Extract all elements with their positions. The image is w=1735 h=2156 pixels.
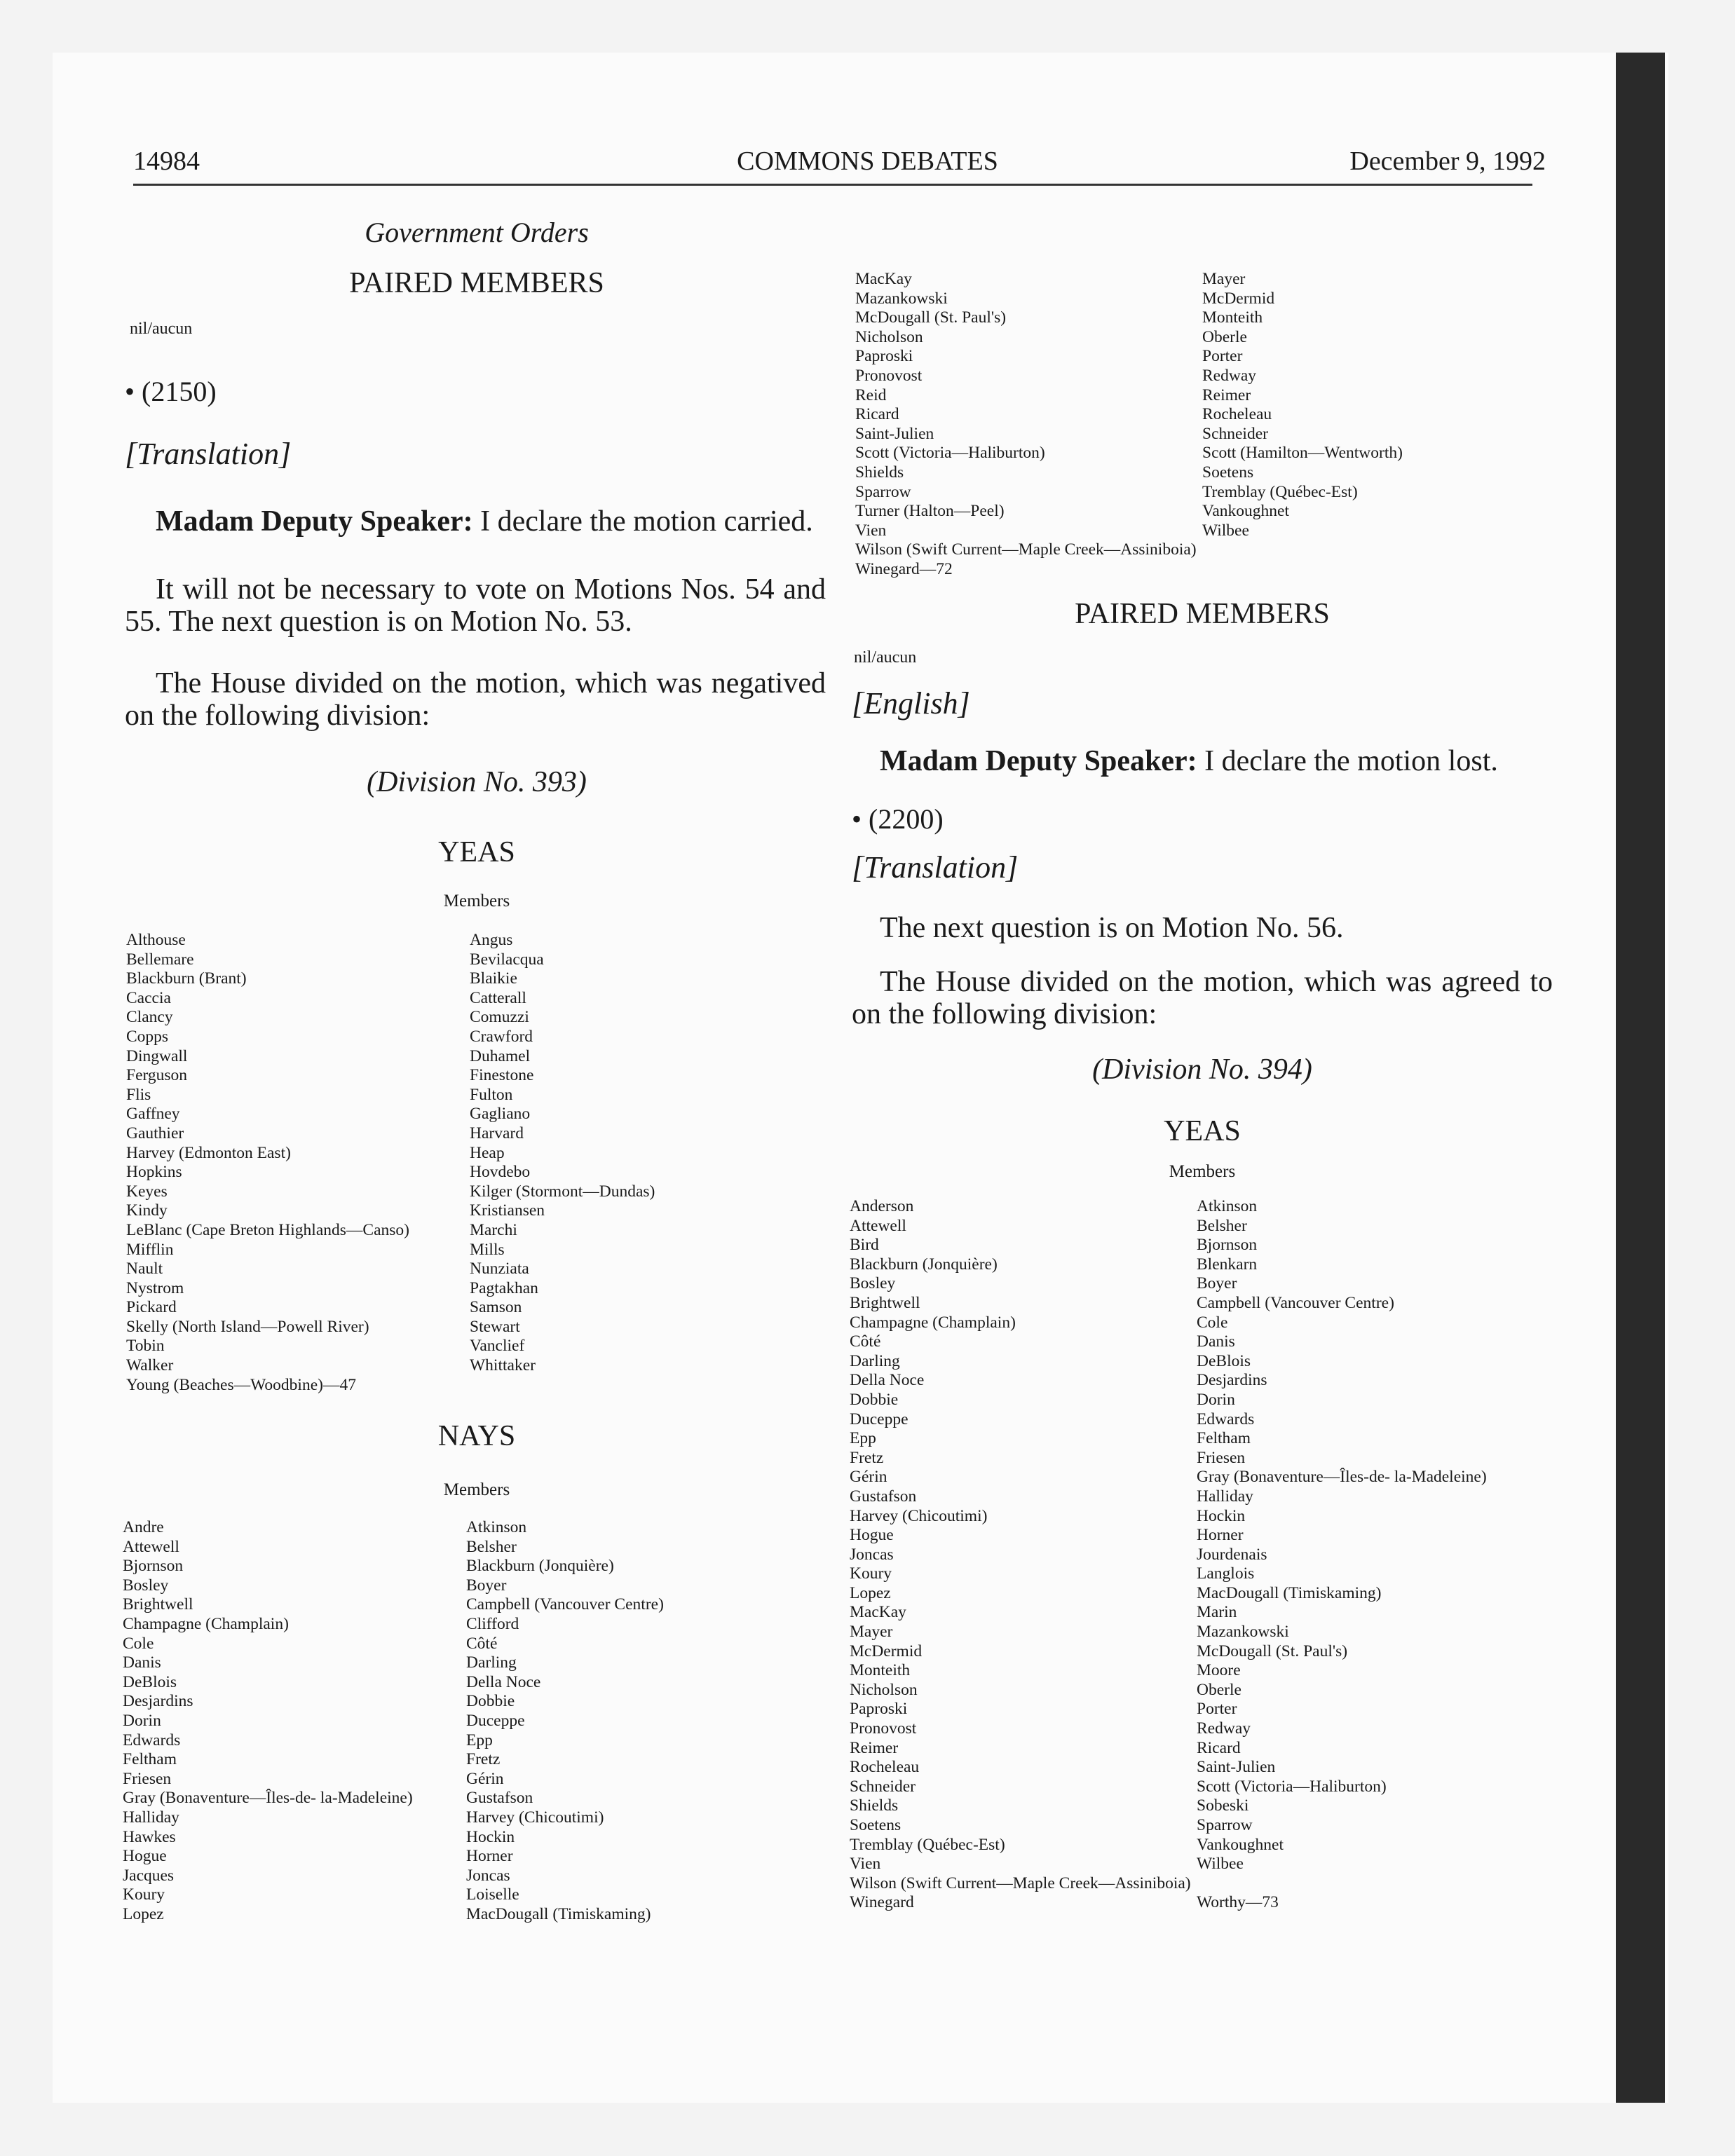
member-name: Gérin xyxy=(850,1468,887,1487)
member-name: Brightwell xyxy=(850,1293,920,1312)
member-name: Gray (Bonaventure—Îles-de- la-Madeleine) xyxy=(123,1789,413,1808)
member-name: Saint-Julien xyxy=(855,424,934,443)
member-name: Campbell (Vancouver Centre) xyxy=(466,1595,664,1614)
member-name: Bjornson xyxy=(123,1557,184,1576)
member-name: Horner xyxy=(466,1847,513,1866)
member-name: Darling xyxy=(850,1351,900,1370)
time-marker: • (2200) xyxy=(852,803,944,835)
member-name: Feltham xyxy=(123,1750,177,1769)
speaker-statement xyxy=(156,505,829,538)
member-name: Sobeski xyxy=(1197,1796,1249,1815)
yeas-column-1 xyxy=(126,931,409,1395)
paired-members-heading: PAIRED MEMBERS xyxy=(349,267,604,299)
member-name: Atkinson xyxy=(466,1518,527,1536)
member-name: Nystrom xyxy=(126,1278,184,1297)
member-name: Bjornson xyxy=(1197,1236,1258,1255)
member-name: Boyer xyxy=(1197,1274,1237,1293)
member-name: Hopkins xyxy=(126,1163,182,1182)
section-label: Government Orders xyxy=(365,217,589,248)
member-name: Blackburn (Jonquière) xyxy=(466,1557,614,1576)
speaker-text: I declare the motion carried. xyxy=(472,505,813,538)
member-name: MacDougall (Timiskaming) xyxy=(1197,1583,1382,1602)
paragraph: The House divided on the motion, which was negatived on the following division: xyxy=(125,667,826,732)
member-name: DeBlois xyxy=(123,1672,177,1691)
member-name: Reid xyxy=(855,386,887,404)
member-name: Jacques xyxy=(123,1866,175,1885)
member-name: Jourdenais xyxy=(1197,1545,1267,1564)
member-name: Gustafson xyxy=(850,1487,917,1506)
member-name: Kristiansen xyxy=(470,1201,545,1220)
member-name: Sparrow xyxy=(1197,1816,1253,1834)
member-name: Bevilacqua xyxy=(470,950,544,969)
member-name: MacDougall (Timiskaming) xyxy=(466,1904,651,1923)
member-name: Fulton xyxy=(470,1085,513,1104)
member-name: Crawford xyxy=(470,1027,533,1046)
member-name: Vanclief xyxy=(470,1337,525,1356)
member-name: Clifford xyxy=(466,1614,519,1633)
member-name: Pronovost xyxy=(855,366,923,385)
translation-tag: [Translation] xyxy=(852,850,1019,885)
member-name: Gagliano xyxy=(470,1105,531,1124)
member-name: Lopez xyxy=(850,1583,891,1602)
yeas-heading: YEAS xyxy=(438,836,515,868)
member-name: Champagne (Champlain) xyxy=(850,1313,1016,1332)
member-name: Paproski xyxy=(855,347,913,366)
translation-tag: [Translation] xyxy=(125,437,292,471)
member-name: Pronovost xyxy=(850,1719,917,1738)
member-name: Whittaker xyxy=(470,1356,536,1375)
member-name: Comuzzi xyxy=(470,1008,529,1027)
member-name: Pickard xyxy=(126,1298,177,1317)
member-name: Koury xyxy=(850,1564,892,1583)
running-title: COMMONS DEBATES xyxy=(737,146,998,176)
member-name: Blenkarn xyxy=(1197,1255,1258,1274)
member-name: Côté xyxy=(850,1332,881,1351)
member-name: Mayer xyxy=(1202,270,1246,288)
member-name: Shields xyxy=(855,463,904,482)
speaker-text: I declare the motion lost. xyxy=(1197,745,1498,777)
member-name: Hockin xyxy=(466,1827,515,1846)
member-name: Scott (Victoria—Haliburton) xyxy=(1197,1777,1387,1796)
member-name: Hockin xyxy=(1197,1506,1246,1525)
member-name xyxy=(1197,1874,1487,1894)
member-name: Oberle xyxy=(1197,1680,1241,1699)
member-name: McDermid xyxy=(1202,289,1275,308)
member-name: Dingwall xyxy=(126,1046,188,1065)
nays-column-2 xyxy=(466,1518,664,1924)
member-name: Moore xyxy=(1197,1661,1241,1680)
member-name: Ricard xyxy=(855,405,899,424)
member-name: Winegard xyxy=(850,1893,914,1912)
member-name: Blackburn (Jonquière) xyxy=(850,1255,998,1274)
member-name: Brightwell xyxy=(123,1595,193,1614)
member-name: Loiselle xyxy=(466,1885,519,1904)
member-name: Young (Beaches—Woodbine)—47 xyxy=(126,1375,356,1394)
member-name: Harvey (Edmonton East) xyxy=(126,1143,291,1162)
member-name: Pagtakhan xyxy=(470,1278,538,1297)
member-name: Tremblay (Québec-Est) xyxy=(1202,482,1358,501)
member-name: Gustafson xyxy=(466,1789,533,1808)
member-name: Mills xyxy=(470,1240,505,1259)
member-name: Blaikie xyxy=(470,969,517,988)
member-name: Wilson (Swift Current—Maple Creek—Assiniboia) xyxy=(850,1874,1191,1892)
member-name: Darling xyxy=(466,1653,517,1672)
member-name: Winegard—72 xyxy=(855,559,953,578)
header-rule xyxy=(133,184,1532,186)
member-name: Epp xyxy=(850,1429,876,1448)
nil-note: nil/aucun xyxy=(854,648,917,667)
member-name: Della Noce xyxy=(850,1371,925,1390)
paragraph: The next question is on Motion No. 56. xyxy=(880,912,1344,944)
member-name: Dobbie xyxy=(466,1692,515,1711)
member-name: Duhamel xyxy=(470,1046,531,1065)
member-name: Fretz xyxy=(466,1750,501,1769)
member-name: Rocheleau xyxy=(1202,405,1272,424)
member-name: Gaffney xyxy=(126,1105,180,1124)
member-name: DeBlois xyxy=(1197,1351,1251,1370)
member-name: Porter xyxy=(1197,1700,1237,1719)
member-name: Joncas xyxy=(850,1545,894,1564)
member-name: Clancy xyxy=(126,1008,173,1027)
member-name: McDougall (St. Paul's) xyxy=(855,308,1007,327)
member-name: Redway xyxy=(1202,366,1257,385)
member-name: Gauthier xyxy=(126,1124,184,1142)
nays-heading: NAYS xyxy=(437,1420,516,1452)
member-name: Copps xyxy=(126,1027,169,1046)
member-name: Tremblay (Québec-Est) xyxy=(850,1835,1005,1854)
member-name: MacKay xyxy=(855,270,912,288)
member-name: Dobbie xyxy=(850,1390,899,1409)
yeas-column-2 xyxy=(1197,1197,1487,1913)
scan-edge xyxy=(1616,53,1665,2103)
member-name: Samson xyxy=(470,1298,522,1317)
member-name: Duceppe xyxy=(850,1410,909,1428)
member-name: Vien xyxy=(850,1855,881,1874)
member-name: Cole xyxy=(123,1634,154,1653)
speaker-statement xyxy=(880,744,1574,778)
paired-members-heading: PAIRED MEMBERS xyxy=(1075,598,1330,630)
member-name: Porter xyxy=(1202,347,1243,366)
member-name: Halliday xyxy=(1197,1487,1253,1506)
member-name: Finestone xyxy=(470,1066,534,1085)
member-name: Friesen xyxy=(1197,1448,1246,1467)
member-name: Hogue xyxy=(123,1847,167,1866)
member-name: Oberle xyxy=(1202,327,1247,346)
member-name: Boyer xyxy=(466,1576,507,1595)
member-name: Dorin xyxy=(1197,1390,1235,1409)
member-name: Belsher xyxy=(1197,1216,1247,1235)
member-name: Skelly (North Island—Powell River) xyxy=(126,1317,369,1336)
member-name: Mazankowski xyxy=(1197,1623,1289,1642)
member-name: Mazankowski xyxy=(855,289,948,308)
member-name: Angus xyxy=(470,931,513,949)
member-name: Koury xyxy=(123,1885,165,1904)
member-name: Tobin xyxy=(126,1337,165,1356)
member-name: Desjardins xyxy=(1197,1371,1267,1390)
member-name: Soetens xyxy=(850,1816,901,1834)
member-name: Caccia xyxy=(126,988,171,1007)
member-name: MacKay xyxy=(850,1603,906,1622)
members-label: Members xyxy=(1169,1162,1236,1181)
member-name: Hogue xyxy=(850,1526,894,1545)
member-name: Kindy xyxy=(126,1201,168,1220)
time-marker: • (2150) xyxy=(125,376,217,407)
members-label: Members xyxy=(443,1480,510,1499)
yeas-column-1 xyxy=(850,1197,1191,1913)
paragraph: The House divided on the motion, which was agreed to on the following division: xyxy=(852,966,1553,1030)
member-name: Desjardins xyxy=(123,1692,193,1711)
page-number: 14984 xyxy=(133,146,200,176)
member-name: Friesen xyxy=(123,1769,172,1788)
member-name: Nault xyxy=(126,1260,163,1278)
english-tag: [English] xyxy=(852,686,970,721)
member-name: Bellemare xyxy=(126,950,194,969)
member-name: Keyes xyxy=(126,1182,168,1201)
member-name: Worthy—73 xyxy=(1197,1893,1279,1912)
member-name: Bosley xyxy=(123,1576,169,1595)
member-name: Mifflin xyxy=(126,1240,174,1259)
member-name: Vien xyxy=(855,521,887,540)
member-name: Rocheleau xyxy=(850,1758,920,1777)
member-name: Horner xyxy=(1197,1526,1244,1545)
member-name: Marin xyxy=(1197,1603,1237,1622)
member-name: Kilger (Stormont—Dundas) xyxy=(470,1182,655,1201)
member-name: Flis xyxy=(126,1085,151,1104)
member-name: Edwards xyxy=(1197,1410,1255,1428)
continued-yeas-column-1 xyxy=(855,270,1197,580)
member-name: Shields xyxy=(850,1796,899,1815)
member-name: Schneider xyxy=(1202,424,1268,443)
member-name: Redway xyxy=(1197,1719,1251,1738)
member-name: Bosley xyxy=(850,1274,896,1293)
member-name: Dorin xyxy=(123,1711,161,1730)
members-label: Members xyxy=(443,892,510,910)
member-name: Attewell xyxy=(850,1216,906,1235)
member-name: Catterall xyxy=(470,988,526,1007)
member-name: Fretz xyxy=(850,1448,884,1467)
member-name: Cole xyxy=(1197,1313,1228,1332)
yeas-column-2 xyxy=(470,931,655,1376)
member-name: Campbell (Vancouver Centre) xyxy=(1197,1293,1394,1312)
member-name: Hawkes xyxy=(123,1827,176,1846)
page-date: December 9, 1992 xyxy=(1349,146,1546,176)
member-name: Wilbee xyxy=(1202,521,1249,540)
member-name: Vankoughnet xyxy=(1197,1835,1284,1854)
member-name: Scott (Hamilton—Wentworth) xyxy=(1202,444,1403,463)
member-name: Monteith xyxy=(850,1661,911,1680)
member-name: Joncas xyxy=(466,1866,510,1885)
member-name: Nicholson xyxy=(855,327,923,346)
member-name: Scott (Victoria—Haliburton) xyxy=(855,444,1045,463)
nil-note: nil/aucun xyxy=(130,320,193,338)
member-name: McDougall (St. Paul's) xyxy=(1197,1642,1348,1660)
member-name: Atkinson xyxy=(1197,1197,1258,1215)
member-name: Andre xyxy=(123,1518,164,1536)
member-name: Vankoughnet xyxy=(1202,502,1290,521)
paragraph: It will not be necessary to vote on Motions Nos. 54 and 55. The next question is on Motion No. 53. xyxy=(125,573,826,638)
member-name: Sparrow xyxy=(855,482,911,501)
member-name: Harvey (Chicoutimi) xyxy=(850,1506,988,1525)
member-name: Edwards xyxy=(123,1731,181,1749)
member-name: Saint-Julien xyxy=(1197,1758,1276,1777)
member-name: Monteith xyxy=(1202,308,1263,327)
speaker-name: Madam Deputy Speaker: xyxy=(880,745,1197,777)
member-name: Turner (Halton—Peel) xyxy=(855,502,1005,521)
member-name: Danis xyxy=(1197,1332,1235,1351)
member-name: LeBlanc (Cape Breton Highlands—Canso) xyxy=(126,1220,409,1239)
member-name: Blackburn (Brant) xyxy=(126,969,247,988)
member-name: Gérin xyxy=(466,1769,504,1788)
member-name: Nicholson xyxy=(850,1680,918,1699)
member-name: Reimer xyxy=(850,1738,899,1757)
member-name: Heap xyxy=(470,1143,505,1162)
member-name: Duceppe xyxy=(466,1711,525,1730)
member-name: Epp xyxy=(466,1731,493,1749)
member-name: Hovdebo xyxy=(470,1163,531,1182)
member-name: Ferguson xyxy=(126,1066,188,1085)
nays-column-1 xyxy=(123,1518,413,1924)
member-name: Harvard xyxy=(470,1124,524,1142)
member-name: McDermid xyxy=(850,1642,923,1660)
member-name: Stewart xyxy=(470,1317,520,1336)
member-name: Wilbee xyxy=(1197,1855,1244,1874)
member-name: Anderson xyxy=(850,1197,914,1215)
member-name: Harvey (Chicoutimi) xyxy=(466,1808,604,1827)
member-name: Lopez xyxy=(123,1904,164,1923)
member-name: Langlois xyxy=(1197,1564,1255,1583)
member-name: Althouse xyxy=(126,931,186,949)
member-name: Bird xyxy=(850,1236,879,1255)
continued-yeas-column-2 xyxy=(1202,270,1403,540)
member-name: Attewell xyxy=(123,1537,179,1556)
member-name: Côté xyxy=(466,1634,498,1653)
division-number: (Division No. 394) xyxy=(1092,1053,1312,1086)
member-name: Paproski xyxy=(850,1700,908,1719)
member-name: Reimer xyxy=(1202,386,1251,404)
member-name: Feltham xyxy=(1197,1429,1251,1448)
member-name: Danis xyxy=(123,1653,161,1672)
speaker-name: Madam Deputy Speaker: xyxy=(156,505,473,538)
member-name: Wilson (Swift Current—Maple Creek—Assiniboia) xyxy=(855,540,1197,559)
member-name: Mayer xyxy=(850,1623,893,1642)
member-name: Marchi xyxy=(470,1220,517,1239)
member-name: Halliday xyxy=(123,1808,179,1827)
division-number: (Division No. 393) xyxy=(367,766,587,798)
member-name: Gray (Bonaventure—Îles-de- la-Madeleine) xyxy=(1197,1468,1487,1487)
member-name: Champagne (Champlain) xyxy=(123,1614,289,1633)
member-name: Ricard xyxy=(1197,1738,1241,1757)
member-name: Della Noce xyxy=(466,1672,541,1691)
member-name: Soetens xyxy=(1202,463,1254,482)
member-name: Nunziata xyxy=(470,1260,529,1278)
member-name: Belsher xyxy=(466,1537,517,1556)
member-name: Walker xyxy=(126,1356,174,1375)
member-name: Schneider xyxy=(850,1777,916,1796)
yeas-heading: YEAS xyxy=(1164,1115,1241,1147)
